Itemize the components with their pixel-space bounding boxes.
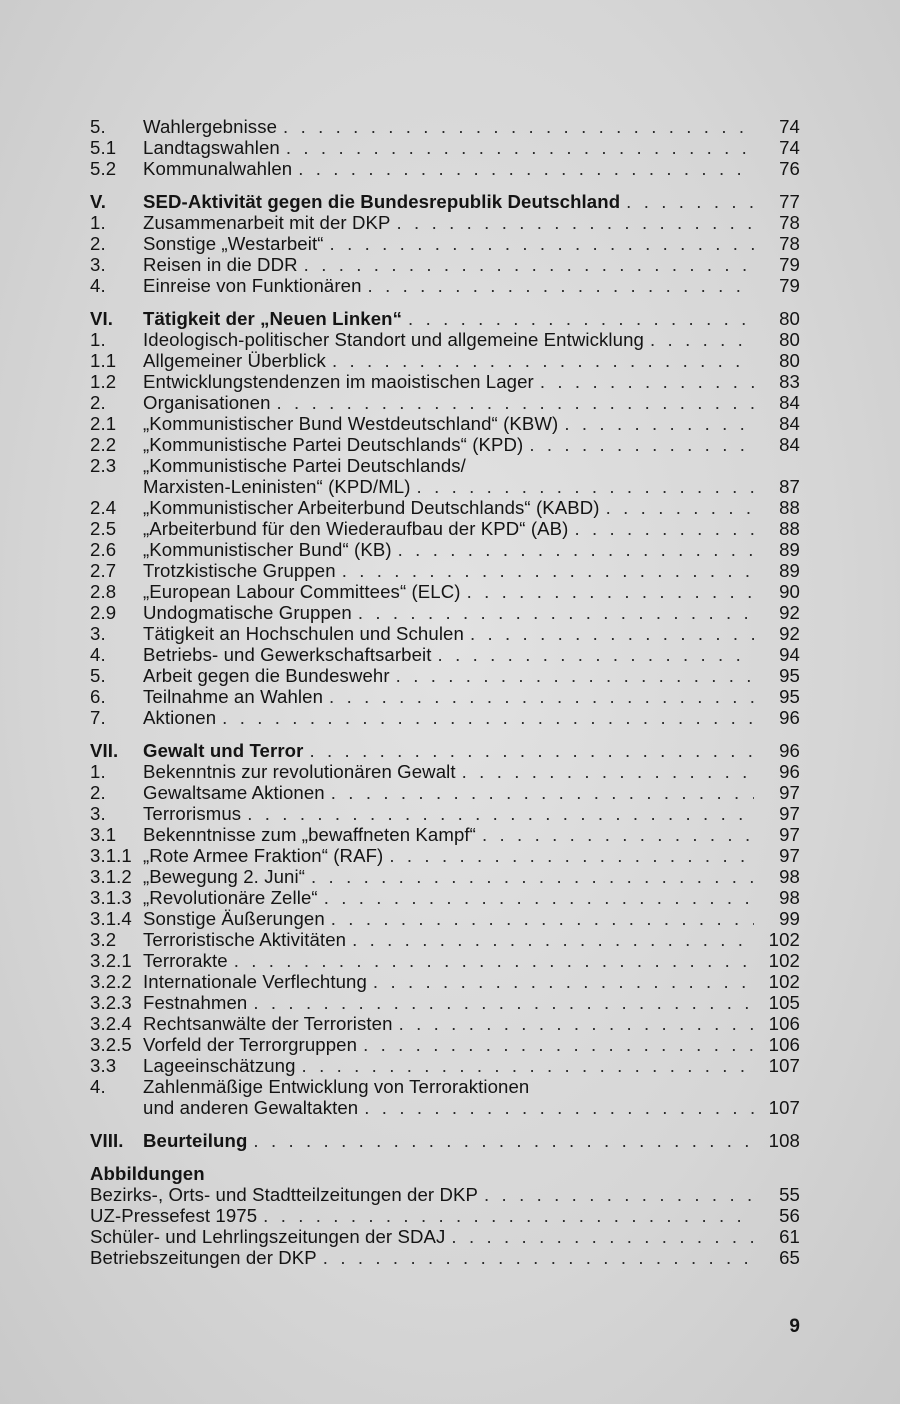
toc-entry <box>90 413 800 434</box>
toc-entry <box>90 1184 800 1205</box>
entry-page: 94 <box>779 644 800 665</box>
toc-entry <box>90 1226 800 1247</box>
entry-number: 3.1.3 <box>90 887 132 908</box>
entry-number: 2.1 <box>90 413 117 434</box>
dot-leader <box>470 623 754 644</box>
entry-page: 108 <box>768 1130 800 1151</box>
toc-entry <box>90 1076 800 1097</box>
entry-title: Beurteilung <box>143 1130 248 1151</box>
entry-number: 3.2 <box>90 929 117 950</box>
dot-leader <box>397 212 755 233</box>
entry-number: 7. <box>90 707 106 728</box>
entry-title: Entwicklungstendenzen im maoistischen Lager <box>143 371 534 392</box>
entry-page: 80 <box>779 329 800 350</box>
entry-title: UZ-Pressefest 1975 <box>90 1205 258 1226</box>
entry-number: 3. <box>90 623 106 644</box>
entry-page: 65 <box>779 1247 800 1268</box>
entry-page: 79 <box>779 254 800 275</box>
entry-page: 78 <box>779 212 800 233</box>
toc-entry <box>90 740 800 761</box>
toc-entry <box>90 929 800 950</box>
entry-title: „European Labour Committees“ (ELC) <box>143 581 461 602</box>
toc-entry <box>90 950 800 971</box>
entry-number: 3. <box>90 254 106 275</box>
dot-leader <box>417 476 754 497</box>
entry-number: 3. <box>90 803 106 824</box>
entry-title: „Kommunistische Partei Deutschlands/ <box>143 455 466 476</box>
entry-title: Teilnahme an Wahlen <box>143 686 324 707</box>
entry-title: Gewaltsame Aktionen <box>143 782 325 803</box>
entry-page: 84 <box>779 434 800 455</box>
entry-title: Zusammenarbeit mit der DKP <box>143 212 391 233</box>
dot-leader <box>564 413 754 434</box>
toc-entry <box>90 455 800 476</box>
toc-entry <box>90 392 800 413</box>
entry-number: 3.3 <box>90 1055 117 1076</box>
entry-title: Zahlenmäßige Entwicklung von Terroraktionen <box>143 1076 530 1097</box>
entry-page: 98 <box>779 887 800 908</box>
toc-entry <box>90 434 800 455</box>
entry-title: Gewalt und Terror <box>143 740 304 761</box>
dot-leader <box>342 560 754 581</box>
entry-title: Aktionen <box>143 707 217 728</box>
entry-title: Festnahmen <box>143 992 248 1013</box>
dot-leader <box>352 929 754 950</box>
entry-page: 105 <box>768 992 800 1013</box>
toc-entry <box>90 1055 800 1076</box>
dot-leader <box>650 329 754 350</box>
toc-entry <box>90 254 800 275</box>
entry-title: Ideologisch-politischer Standort und allgemeine Entwicklung <box>143 329 644 350</box>
dot-leader <box>253 992 754 1013</box>
entry-title: Schüler- und Lehrlingszeitungen der SDAJ <box>90 1226 446 1247</box>
entry-page: 97 <box>779 845 800 866</box>
entry-title: „Arbeiterbund für den Wiederaufbau der KPD“ (AB) <box>143 518 569 539</box>
entry-page: 97 <box>779 824 800 845</box>
entry-number: VI. <box>90 308 114 329</box>
entry-title: „Bewegung 2. Juni“ <box>143 866 306 887</box>
dot-leader <box>286 137 754 158</box>
dot-leader <box>331 908 754 929</box>
dot-leader <box>462 761 754 782</box>
dot-leader <box>311 866 754 887</box>
entry-number: 2.4 <box>90 497 117 518</box>
toc-entry <box>90 908 800 929</box>
entry-number: 3.2.5 <box>90 1034 132 1055</box>
toc-entry <box>90 1097 800 1118</box>
entry-page: 78 <box>779 233 800 254</box>
toc-entry <box>90 845 800 866</box>
dot-leader <box>529 434 754 455</box>
dot-leader <box>302 1055 754 1076</box>
entry-title: Terrorakte <box>143 950 228 971</box>
entry-number: VIII. <box>90 1130 124 1151</box>
entry-title: Wahlergebnisse <box>143 116 278 137</box>
entry-page: 89 <box>779 539 800 560</box>
entry-page: 95 <box>779 665 800 686</box>
dot-leader <box>222 707 754 728</box>
dot-leader <box>438 644 754 665</box>
entry-title: Reisen in die DDR <box>143 254 298 275</box>
dot-leader <box>283 116 754 137</box>
entry-title: SED-Aktivität gegen die Bundesrepublik Deutschland <box>143 191 621 212</box>
entry-page: 55 <box>779 1184 800 1205</box>
toc-entry <box>90 539 800 560</box>
toc-entry <box>90 1013 800 1034</box>
dot-leader <box>234 950 754 971</box>
entry-title: Bekenntnisse zum „bewaffneten Kampf“ <box>143 824 476 845</box>
toc-entry <box>90 275 800 296</box>
entry-title: Arbeit gegen die Bundeswehr <box>143 665 390 686</box>
entry-number: 2.7 <box>90 560 117 581</box>
entry-number: 2.9 <box>90 602 117 623</box>
entry-number: 5. <box>90 665 106 686</box>
toc-entry <box>90 1205 800 1226</box>
entry-page: 61 <box>779 1226 800 1247</box>
entry-number: 3.2.2 <box>90 971 132 992</box>
entry-number: 2.5 <box>90 518 117 539</box>
entry-number: 2. <box>90 392 106 413</box>
toc-entry <box>90 518 800 539</box>
dot-leader <box>451 1226 754 1247</box>
entry-page: 74 <box>779 137 800 158</box>
toc-entry <box>90 686 800 707</box>
dot-leader <box>364 1097 754 1118</box>
entry-title: Terrorismus <box>143 803 242 824</box>
entry-title: Rechtsanwälte der Terroristen <box>143 1013 393 1034</box>
toc-entry <box>90 803 800 824</box>
entry-number: 6. <box>90 686 106 707</box>
dot-leader <box>363 1034 754 1055</box>
entry-page: 97 <box>779 803 800 824</box>
entry-number: 4. <box>90 275 106 296</box>
entry-number: 5.1 <box>90 137 117 158</box>
entry-title: Sonstige Äußerungen <box>143 908 325 929</box>
toc-entry <box>90 350 800 371</box>
dot-leader <box>331 782 754 803</box>
toc-entry <box>90 308 800 329</box>
entry-title: Einreise von Funktionären <box>143 275 362 296</box>
entry-page: 102 <box>768 929 800 950</box>
entry-title: Internationale Verflechtung <box>143 971 367 992</box>
entry-number: 4. <box>90 1076 106 1097</box>
dot-leader <box>253 1130 754 1151</box>
entry-title: Bekenntnis zur revolutionären Gewalt <box>143 761 456 782</box>
entry-number: 5. <box>90 116 106 137</box>
entry-page: 99 <box>779 908 800 929</box>
entry-number: 2.3 <box>90 455 117 476</box>
toc-entry <box>90 137 800 158</box>
entry-number: 2.8 <box>90 581 117 602</box>
dot-leader <box>358 602 754 623</box>
entry-page: 79 <box>779 275 800 296</box>
entry-page: 74 <box>779 116 800 137</box>
dot-leader <box>606 497 754 518</box>
toc-entry <box>90 665 800 686</box>
dot-leader <box>298 158 754 179</box>
toc-entry <box>90 602 800 623</box>
entry-number: 4. <box>90 644 106 665</box>
entry-number: 1.2 <box>90 371 117 392</box>
dot-leader <box>389 845 754 866</box>
entry-title: Sonstige „Westarbeit“ <box>143 233 324 254</box>
dot-leader <box>574 518 754 539</box>
dot-leader <box>329 686 754 707</box>
toc-entry <box>90 707 800 728</box>
dot-leader <box>304 254 754 275</box>
entry-number: 3.1.2 <box>90 866 132 887</box>
entry-page: 106 <box>768 1034 800 1055</box>
entry-page: 102 <box>768 950 800 971</box>
entry-number: 3.2.4 <box>90 1013 132 1034</box>
dot-leader <box>399 1013 754 1034</box>
dot-leader <box>368 275 754 296</box>
entry-page: 92 <box>779 602 800 623</box>
entry-page: 87 <box>779 476 800 497</box>
toc-entry <box>90 887 800 908</box>
entry-page: 88 <box>779 497 800 518</box>
entry-title: Tätigkeit der „Neuen Linken“ <box>143 308 403 329</box>
entry-number: 1.1 <box>90 350 117 371</box>
entry-page: 77 <box>779 191 800 212</box>
entry-page: 95 <box>779 686 800 707</box>
dot-leader <box>263 1205 754 1226</box>
entry-number: 3.2.1 <box>90 950 132 971</box>
dot-leader <box>467 581 754 602</box>
entry-title: „Kommunistischer Bund Westdeutschland“ (KBW) <box>143 413 559 434</box>
entry-page: 96 <box>779 707 800 728</box>
entry-title: Terroristische Aktivitäten <box>143 929 347 950</box>
heading-text: Abbildungen <box>90 1163 205 1184</box>
entry-number: 3.1.4 <box>90 908 132 929</box>
entry-number: 1. <box>90 761 106 782</box>
entry-title: und anderen Gewaltakten <box>143 1097 359 1118</box>
dot-leader <box>626 191 754 212</box>
dot-leader <box>540 371 754 392</box>
entry-title: „Rote Armee Fraktion“ (RAF) <box>143 845 384 866</box>
dot-leader <box>309 740 754 761</box>
entry-title: Landtagswahlen <box>143 137 280 158</box>
entry-title: Lageeinschätzung <box>143 1055 296 1076</box>
entry-page: 107 <box>768 1097 800 1118</box>
entry-page: 80 <box>779 308 800 329</box>
toc-entry <box>90 992 800 1013</box>
entry-title: „Kommunistischer Bund“ (KB) <box>143 539 392 560</box>
entry-number: 2.2 <box>90 434 117 455</box>
entry-number: 2. <box>90 233 106 254</box>
entry-number: VII. <box>90 740 119 761</box>
entry-number: 1. <box>90 329 106 350</box>
toc-entry <box>90 866 800 887</box>
entry-title: „Revolutionäre Zelle“ <box>143 887 318 908</box>
entry-page: 80 <box>779 350 800 371</box>
entry-number: 3.1 <box>90 824 117 845</box>
toc-entry <box>90 761 800 782</box>
entry-title: Marxisten-Leninisten“ (KPD/ML) <box>143 476 411 497</box>
entry-number: 3.1.1 <box>90 845 132 866</box>
entry-title: Organisationen <box>143 392 271 413</box>
entry-title: „Kommunistischer Arbeiterbund Deutschlands“ (KABD) <box>143 497 600 518</box>
dot-leader <box>332 350 754 371</box>
dot-leader <box>247 803 754 824</box>
entry-page: 84 <box>779 392 800 413</box>
entry-page: 88 <box>779 518 800 539</box>
toc-entry <box>90 644 800 665</box>
dot-leader <box>398 539 754 560</box>
toc-entry <box>90 1034 800 1055</box>
entry-page: 92 <box>779 623 800 644</box>
dot-leader <box>373 971 754 992</box>
page-number: 9 <box>789 1316 800 1337</box>
dot-leader <box>396 665 754 686</box>
entry-title: Kommunalwahlen <box>143 158 293 179</box>
entry-page: 83 <box>779 371 800 392</box>
entry-page: 84 <box>779 413 800 434</box>
entry-page: 89 <box>779 560 800 581</box>
entry-page: 102 <box>768 971 800 992</box>
entry-page: 97 <box>779 782 800 803</box>
toc-entry <box>90 971 800 992</box>
toc-entry <box>90 212 800 233</box>
entry-number: 5.2 <box>90 158 117 179</box>
dot-leader <box>323 1247 754 1268</box>
entry-page: 76 <box>779 158 800 179</box>
entry-title: Betriebszeitungen der DKP <box>90 1247 317 1268</box>
entry-page: 56 <box>779 1205 800 1226</box>
entry-number: 2.6 <box>90 539 117 560</box>
section-heading <box>90 1163 800 1184</box>
toc-entry <box>90 233 800 254</box>
entry-title: Undogmatische Gruppen <box>143 602 352 623</box>
toc-entry <box>90 371 800 392</box>
toc-entry <box>90 782 800 803</box>
entry-title: Trotzkistische Gruppen <box>143 560 336 581</box>
dot-leader <box>324 887 754 908</box>
dot-leader <box>484 1184 754 1205</box>
dot-leader <box>330 233 754 254</box>
dot-leader <box>277 392 754 413</box>
dot-leader <box>482 824 754 845</box>
toc-entry <box>90 623 800 644</box>
toc-entry <box>90 1247 800 1268</box>
entry-number: 3.2.3 <box>90 992 132 1013</box>
entry-number: V. <box>90 191 107 212</box>
dot-leader <box>408 308 754 329</box>
toc-entry <box>90 824 800 845</box>
toc-entry <box>90 191 800 212</box>
toc-entry <box>90 329 800 350</box>
toc-entry <box>90 1130 800 1151</box>
toc-entry <box>90 560 800 581</box>
entry-title: Bezirks-, Orts- und Stadtteilzeitungen der DKP <box>90 1184 479 1205</box>
entry-title: „Kommunistische Partei Deutschlands“ (KPD) <box>143 434 524 455</box>
entry-page: 107 <box>768 1055 800 1076</box>
entry-number: 1. <box>90 212 106 233</box>
entry-title: Tätigkeit an Hochschulen und Schulen <box>143 623 464 644</box>
entry-title: Betriebs- und Gewerkschaftsarbeit <box>143 644 432 665</box>
toc-entry <box>90 476 800 497</box>
entry-number: 2. <box>90 782 106 803</box>
toc-entry <box>90 116 800 137</box>
entry-title: Allgemeiner Überblick <box>143 350 326 371</box>
table-of-contents <box>90 116 800 1268</box>
entry-title: Vorfeld der Terrorgruppen <box>143 1034 358 1055</box>
toc-entry <box>90 581 800 602</box>
toc-entry <box>90 497 800 518</box>
entry-page: 98 <box>779 866 800 887</box>
entry-page: 96 <box>779 740 800 761</box>
entry-page: 106 <box>768 1013 800 1034</box>
toc-entry <box>90 158 800 179</box>
entry-page: 90 <box>779 581 800 602</box>
entry-page: 96 <box>779 761 800 782</box>
